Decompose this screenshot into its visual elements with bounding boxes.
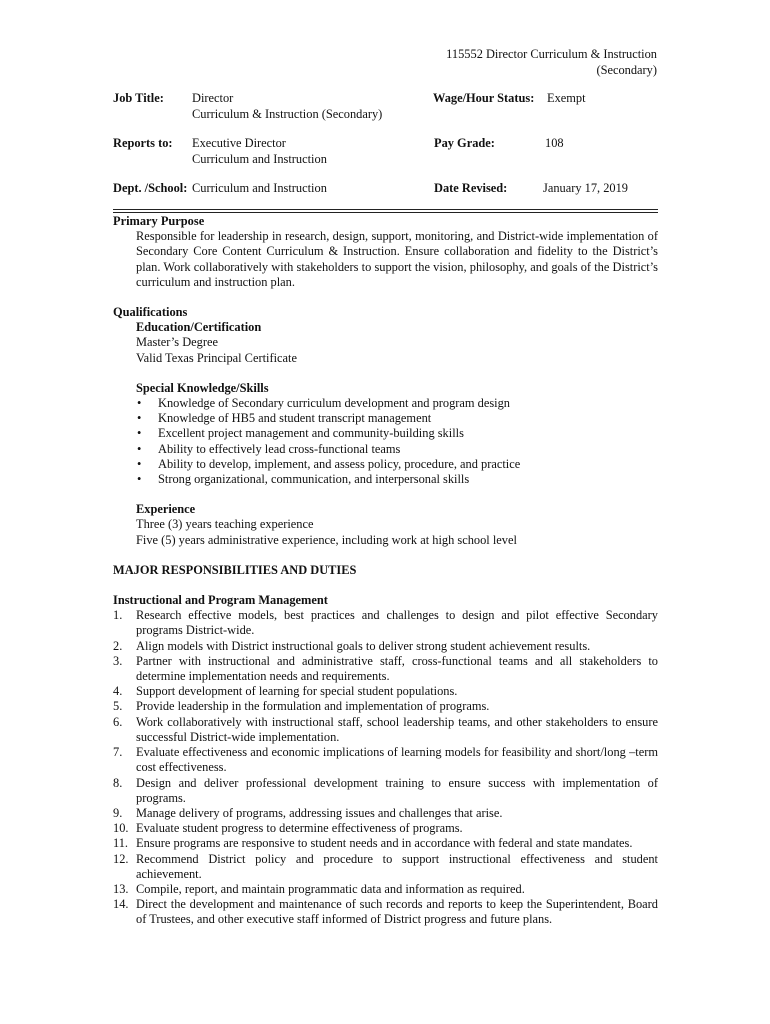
- duty-number: 11.: [113, 836, 129, 851]
- document-header: [446, 46, 657, 78]
- duty-text: Recommend District policy and procedure to support instructional effectiveness and student achievement.: [136, 851, 658, 881]
- duty-text: Support development of learning for special student populations.: [136, 684, 458, 699]
- dept-school-value: Curriculum and Instruction: [192, 181, 327, 195]
- header-divider-top: [113, 209, 658, 210]
- job-title-value: [192, 91, 382, 122]
- qualifications-heading: Qualifications: [113, 305, 188, 320]
- duty-number: 4.: [113, 684, 123, 699]
- skill-text: Excellent project management and community-building skills: [158, 426, 464, 441]
- primary-purpose-text: Responsible for leadership in research, design, support, monitoring, and District-wide implementation of Secondary Core Content Curriculum & Instruction. Ensure collaboration and fidelity to the District’s plan. Work collaboratively with stakeholders to support the vision, philosophy, and goals of the District’s curriculum and instruction plan.: [136, 229, 658, 289]
- duty-item: [113, 715, 658, 745]
- reports-to-label: Reports to:: [113, 136, 173, 150]
- duty-text: Work collaboratively with instructional staff, school leadership teams, and other stakeholders to ensure successful District-wide implementation.: [136, 714, 658, 744]
- experience-heading: Experience: [136, 502, 196, 517]
- pay-grade-value: 108: [545, 136, 564, 150]
- duties-list: [113, 608, 658, 927]
- duty-text: Partner with instructional and administrative staff, cross-functional teams and all stakeholders to determine implementation needs and requirements.: [136, 653, 658, 684]
- reports-to-line-1: Executive Director: [192, 136, 286, 150]
- date-revised-value: January 17, 2019: [543, 181, 628, 195]
- bullet-icon: •: [137, 472, 142, 487]
- duty-number: 7.: [113, 745, 123, 760]
- dept-school-label: Dept. /School:: [113, 181, 188, 195]
- duty-text: Align models with District instructional goals to deliver strong student achievement results.: [136, 638, 591, 653]
- skills-list: [113, 396, 658, 487]
- duty-number: 3.: [113, 653, 123, 668]
- duty-number: 9.: [113, 805, 123, 820]
- date-revised-label: Date Revised:: [434, 181, 508, 195]
- skills-list-item: [136, 457, 658, 472]
- header-line-2: (Secondary): [596, 63, 657, 77]
- education-item: Valid Texas Principal Certificate: [136, 350, 297, 365]
- duty-item: [113, 639, 658, 654]
- education-item: Master’s Degree: [136, 335, 218, 350]
- duty-item: [113, 684, 658, 699]
- skills-heading: Special Knowledge/Skills: [136, 380, 269, 395]
- duty-number: 5.: [113, 699, 123, 714]
- bullet-icon: •: [137, 456, 142, 471]
- experience-item: Five (5) years administrative experience, including work at high school level: [136, 532, 517, 547]
- duty-number: 2.: [113, 638, 123, 653]
- skills-list-item: [136, 426, 658, 441]
- program-management-heading: Instructional and Program Management: [113, 593, 328, 608]
- skill-text: Knowledge of HB5 and student transcript management: [158, 411, 432, 426]
- duty-item: [113, 699, 658, 714]
- duty-item: [113, 897, 658, 927]
- header-divider-bottom: [113, 212, 658, 213]
- skill-text: Strong organizational, communication, and interpersonal skills: [158, 472, 470, 487]
- duty-number: 8.: [113, 775, 123, 790]
- header-line-1: 115552 Director Curriculum & Instruction: [446, 47, 657, 61]
- wage-status-value: Exempt: [547, 91, 586, 105]
- duty-text: Evaluate student progress to determine effectiveness of programs.: [136, 821, 463, 836]
- duty-text: Evaluate effectiveness and economic implications of learning models for feasibility and short/long –term cost effectiveness.: [136, 745, 658, 775]
- duty-text: Direct the development and maintenance of such records and reports to keep the Superintendent, Board of Trustees, and other executive staff informed of District progress and future plans.: [136, 897, 658, 927]
- job-title-line-1: Director: [192, 91, 234, 105]
- duty-text: Provide leadership in the formulation and implementation of programs.: [136, 699, 490, 714]
- skills-list-item: [136, 411, 658, 426]
- duties-heading: MAJOR RESPONSIBILITIES AND DUTIES: [113, 562, 357, 577]
- duty-item: [113, 776, 658, 806]
- duty-text: Design and deliver professional development training to ensure success with implementation of programs.: [136, 775, 658, 805]
- skill-text: Knowledge of Secondary curriculum development and program design: [158, 396, 510, 411]
- duty-number: 6.: [113, 714, 123, 729]
- skill-text: Ability to develop, implement, and assess policy, procedure, and practice: [158, 456, 521, 471]
- duty-number: 10.: [113, 821, 129, 836]
- duty-item: [113, 882, 658, 897]
- duty-item: [113, 852, 658, 882]
- pay-grade-label: Pay Grade:: [434, 136, 495, 150]
- duty-item: [113, 806, 658, 821]
- job-title-line-2: Curriculum & Instruction (Secondary): [192, 106, 383, 121]
- duty-text: Ensure programs are responsive to student needs and in accordance with federal and state mandates.: [136, 836, 633, 851]
- duty-number: 13.: [113, 881, 129, 896]
- primary-purpose-heading: Primary Purpose: [113, 214, 205, 228]
- bullet-icon: •: [137, 426, 142, 441]
- duty-number: 14.: [113, 897, 129, 912]
- duty-item: [113, 836, 658, 851]
- bullet-icon: •: [137, 411, 142, 426]
- skills-list-item: [136, 396, 658, 411]
- duty-item: [113, 654, 658, 684]
- skill-text: Ability to effectively lead cross-functional teams: [158, 441, 401, 456]
- duty-text: Compile, report, and maintain programmatic data and information as required.: [136, 881, 525, 896]
- duty-item: [113, 608, 658, 638]
- bullet-icon: •: [137, 441, 142, 456]
- duty-text: Research effective models, best practices and challenges to design and pilot effective Secondary programs District-wide.: [136, 608, 658, 638]
- duty-number: 12.: [113, 851, 129, 866]
- bullet-icon: •: [137, 396, 142, 411]
- duty-item: [113, 821, 658, 836]
- wage-status-label: Wage/Hour Status:: [433, 91, 535, 105]
- job-title-label: Job Title:: [113, 91, 164, 105]
- skills-list-item: [136, 472, 658, 487]
- skills-list-item: [136, 442, 658, 457]
- reports-to-line-2: Curriculum and Instruction: [192, 151, 327, 166]
- duty-text: Manage delivery of programs, addressing issues and challenges that arise.: [136, 805, 503, 820]
- reports-to-value: [192, 136, 327, 167]
- duty-item: [113, 745, 658, 775]
- education-heading: Education/Certification: [136, 320, 262, 335]
- document-body: [113, 214, 658, 928]
- duty-number: 1.: [113, 608, 123, 623]
- experience-item: Three (3) years teaching experience: [136, 517, 314, 532]
